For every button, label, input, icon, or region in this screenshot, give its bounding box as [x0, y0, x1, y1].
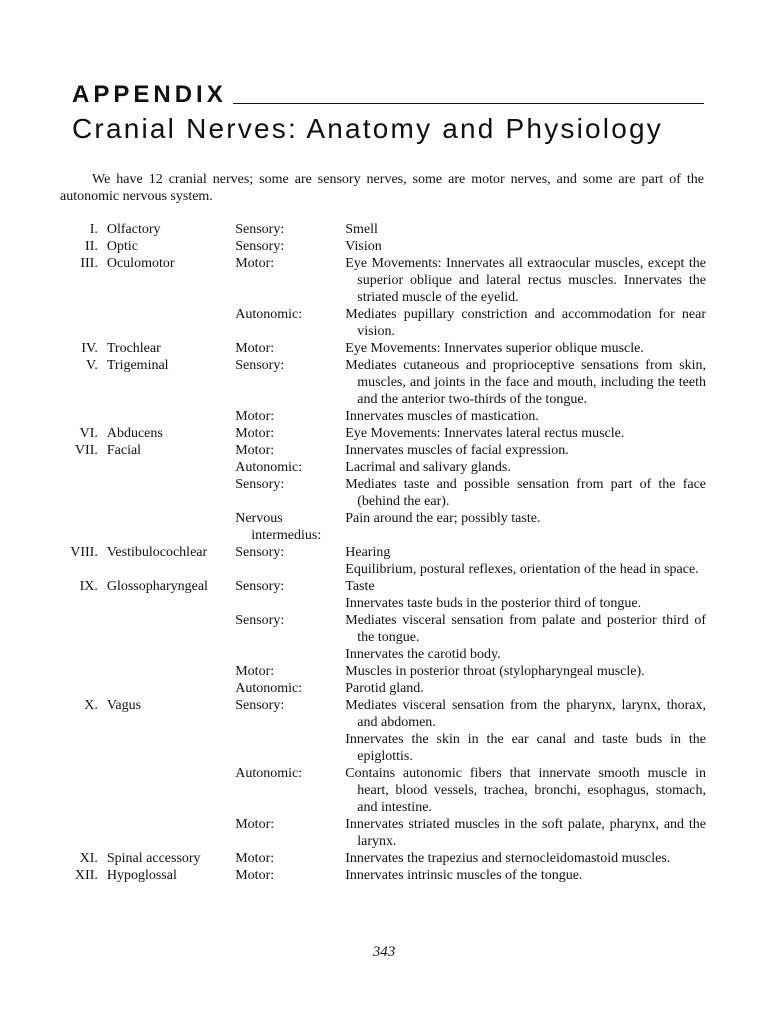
function-description: Taste — [345, 579, 375, 594]
fiber-type: Sensory: — [235, 698, 285, 713]
fiber-type: Motor: — [235, 256, 275, 271]
function-cell — [345, 697, 706, 731]
fiber-type: Sensory: — [235, 222, 285, 237]
nerve-row — [60, 663, 706, 680]
nerve-number: VIII. — [70, 545, 98, 560]
fiber-type: Sensory: — [235, 545, 285, 560]
nerve-number: XI. — [79, 851, 98, 866]
function-description: Innervates the trapezius and sternocleidomastoid muscles. — [345, 851, 671, 866]
function-cell — [345, 408, 706, 425]
fiber-type: Motor: — [235, 851, 275, 866]
nerve-number — [60, 663, 107, 680]
nerve-row — [60, 578, 706, 595]
function-cell — [345, 442, 706, 459]
appendix-label: APPENDIX — [72, 81, 227, 108]
nerve-name: Trigeminal — [106, 358, 169, 373]
function-cell — [345, 255, 706, 306]
nerve-number — [60, 680, 107, 697]
heading-rule — [233, 103, 704, 104]
nerve-row — [60, 765, 706, 816]
function-cell — [345, 867, 706, 884]
fiber-type: Motor: — [235, 868, 275, 883]
function-cell — [345, 357, 706, 408]
nerve-number: XII. — [74, 868, 98, 883]
nerve-row — [60, 816, 706, 850]
function-cell — [345, 459, 706, 476]
nerve-number — [60, 646, 107, 663]
function-cell — [345, 221, 706, 238]
nerve-name — [107, 595, 235, 612]
function-description: Equilibrium, postural reflexes, orientation of the head in space. — [345, 562, 699, 577]
nerve-number — [60, 306, 107, 340]
function-cell — [345, 306, 706, 340]
fiber-type-line-2: intermedius: — [251, 528, 322, 543]
function-description: Mediates taste and possible sensation from part of the face (behind the ear). — [345, 477, 706, 509]
nerve-name — [107, 663, 235, 680]
function-description: Innervates taste buds in the posterior third of tongue. — [345, 596, 642, 611]
function-description: Parotid gland. — [345, 681, 424, 696]
fiber-type-two-line — [235, 510, 345, 544]
nerve-row — [60, 680, 706, 697]
function-cell — [345, 680, 706, 697]
function-cell — [345, 544, 706, 561]
nerve-row — [60, 731, 706, 765]
nerve-name — [107, 306, 235, 340]
intro-paragraph: We have 12 cranial nerves; some are sensory nerves, some are motor nerves, and some are part of the autonomic nervous system. — [60, 172, 704, 204]
fiber-type: Motor: — [235, 817, 275, 832]
nerve-number: X. — [84, 698, 98, 713]
nerve-number — [60, 408, 107, 425]
function-description: Mediates cutaneous and proprioceptive sensations from skin, muscles, and joints in the face and mouth, including the teeth and the anterior two-thirds of the tongue. — [345, 358, 706, 407]
function-cell — [345, 425, 706, 442]
fiber-type: Autonomic: — [235, 460, 303, 475]
nerve-row — [60, 595, 706, 612]
nerve-name — [107, 765, 235, 816]
function-description: Innervates muscles of mastication. — [345, 409, 539, 424]
function-cell — [345, 612, 706, 646]
fiber-type — [235, 646, 345, 663]
nerve-row — [60, 340, 706, 357]
nerve-row — [60, 646, 706, 663]
nerve-row — [60, 510, 706, 544]
function-cell — [345, 510, 706, 544]
function-description: Eye Movements: Innervates lateral rectus muscle. — [345, 426, 625, 441]
nerve-name — [107, 816, 235, 850]
nerve-name — [107, 731, 235, 765]
fiber-type — [235, 561, 345, 578]
function-description: Eye Movements: Innervates all extraocular muscles, except the superior oblique and lateral rectus muscles. Innervates the striated muscle of the eyelid. — [345, 256, 706, 305]
nerve-number — [60, 612, 107, 646]
nerve-number — [60, 510, 107, 544]
appendix-heading — [72, 82, 704, 108]
fiber-type — [235, 595, 345, 612]
page-title: Cranial Nerves: Anatomy and Physiology — [72, 113, 663, 144]
nerve-name: Vagus — [106, 698, 142, 713]
fiber-type: Sensory: — [235, 579, 285, 594]
function-description: Mediates visceral sensation from the pharynx, larynx, thorax, and abdomen. — [345, 698, 706, 730]
function-description: Vision — [345, 239, 382, 254]
fiber-type-line-1: Nervous — [235, 511, 283, 526]
nerve-name — [107, 408, 235, 425]
nerve-row — [60, 459, 706, 476]
nerve-name — [107, 680, 235, 697]
function-cell — [345, 476, 706, 510]
function-description: Contains autonomic fibers that innervate smooth muscle in heart, blood vessels, trachea, bronchi, esophagus, stomach, and intestine. — [345, 766, 706, 815]
nerve-number — [60, 765, 107, 816]
nerve-name — [107, 612, 235, 646]
nerve-name — [107, 459, 235, 476]
fiber-type: Sensory: — [235, 613, 285, 628]
nerve-row — [60, 255, 706, 306]
fiber-type: Motor: — [235, 409, 275, 424]
function-description: Lacrimal and salivary glands. — [345, 460, 511, 475]
function-description: Innervates striated muscles in the soft palate, pharynx, and the larynx. — [345, 817, 706, 849]
function-description: Mediates pupillary constriction and accommodation for near vision. — [345, 307, 706, 339]
function-cell — [345, 850, 706, 867]
nerve-name — [107, 561, 235, 578]
nerve-row — [60, 697, 706, 731]
cranial-nerve-table — [60, 221, 706, 884]
nerve-row — [60, 357, 706, 408]
function-cell — [345, 731, 706, 765]
fiber-type: Motor: — [235, 664, 275, 679]
function-cell — [345, 578, 706, 595]
nerve-name: Vestibulocochlear — [106, 545, 208, 560]
nerve-row — [60, 544, 706, 561]
function-cell — [345, 663, 706, 680]
fiber-type: Motor: — [235, 443, 275, 458]
nerve-row — [60, 221, 706, 238]
nerve-number: II. — [85, 239, 98, 254]
function-cell — [345, 340, 706, 357]
function-description: Innervates muscles of facial expression. — [345, 443, 569, 458]
nerve-name: Facial — [106, 443, 142, 458]
nerve-row — [60, 476, 706, 510]
nerve-row — [60, 867, 706, 884]
nerve-row — [60, 425, 706, 442]
page-number: 343 — [372, 944, 396, 960]
nerve-number: VII. — [74, 443, 98, 458]
function-description: Hearing — [345, 545, 391, 560]
nerve-number: III. — [80, 256, 98, 271]
nerve-name: Optic — [106, 239, 138, 254]
nerve-number — [60, 476, 107, 510]
nerve-number: IV. — [81, 341, 98, 356]
nerve-number: I. — [89, 222, 98, 237]
nerve-number — [60, 561, 107, 578]
nerve-row — [60, 850, 706, 867]
fiber-type: Motor: — [235, 341, 275, 356]
cranial-nerve-table-body — [60, 221, 706, 884]
fiber-type: Motor: — [235, 426, 275, 441]
fiber-type: Sensory: — [235, 358, 285, 373]
nerve-name: Hypoglossal — [106, 868, 177, 883]
function-cell — [345, 816, 706, 850]
nerve-name: Oculomotor — [106, 256, 175, 271]
nerve-name: Glossopharyngeal — [106, 579, 208, 594]
nerve-number — [60, 816, 107, 850]
nerve-number — [60, 459, 107, 476]
function-cell — [345, 765, 706, 816]
nerve-number — [60, 731, 107, 765]
nerve-name — [107, 476, 235, 510]
function-cell — [345, 646, 706, 663]
fiber-type: Autonomic: — [235, 681, 303, 696]
fiber-type — [235, 731, 345, 765]
nerve-row — [60, 442, 706, 459]
function-cell — [345, 238, 706, 255]
function-description: Muscles in posterior throat (stylopharyngeal muscle). — [345, 664, 645, 679]
nerve-name — [107, 510, 235, 544]
function-description: Smell — [345, 222, 378, 237]
function-description: Innervates intrinsic muscles of the tongue. — [345, 868, 583, 883]
nerve-row — [60, 306, 706, 340]
nerve-number: VI. — [79, 426, 98, 441]
nerve-row — [60, 238, 706, 255]
nerve-number: V. — [86, 358, 98, 373]
function-description: Eye Movements: Innervates superior oblique muscle. — [345, 341, 644, 356]
fiber-type — [235, 510, 345, 544]
function-description: Pain around the ear; possibly taste. — [345, 511, 541, 526]
fiber-type: Sensory: — [235, 477, 285, 492]
fiber-type: Autonomic: — [235, 766, 303, 781]
fiber-type: Autonomic: — [235, 307, 303, 322]
function-cell — [345, 561, 706, 578]
function-description: Mediates visceral sensation from palate and posterior third of the tongue. — [345, 613, 706, 645]
nerve-name — [107, 646, 235, 663]
nerve-row — [60, 408, 706, 425]
nerve-number — [60, 595, 107, 612]
function-description: Innervates the carotid body. — [345, 647, 501, 662]
nerve-number: IX. — [79, 579, 98, 594]
nerve-row — [60, 612, 706, 646]
fiber-type: Sensory: — [235, 239, 285, 254]
nerve-row — [60, 561, 706, 578]
nerve-name: Trochlear — [106, 341, 161, 356]
nerve-name: Spinal accessory — [106, 851, 201, 866]
nerve-name: Abducens — [106, 426, 163, 441]
function-description: Innervates the skin in the ear canal and taste buds in the epiglottis. — [345, 732, 706, 764]
function-cell — [345, 595, 706, 612]
nerve-name: Olfactory — [106, 222, 161, 237]
